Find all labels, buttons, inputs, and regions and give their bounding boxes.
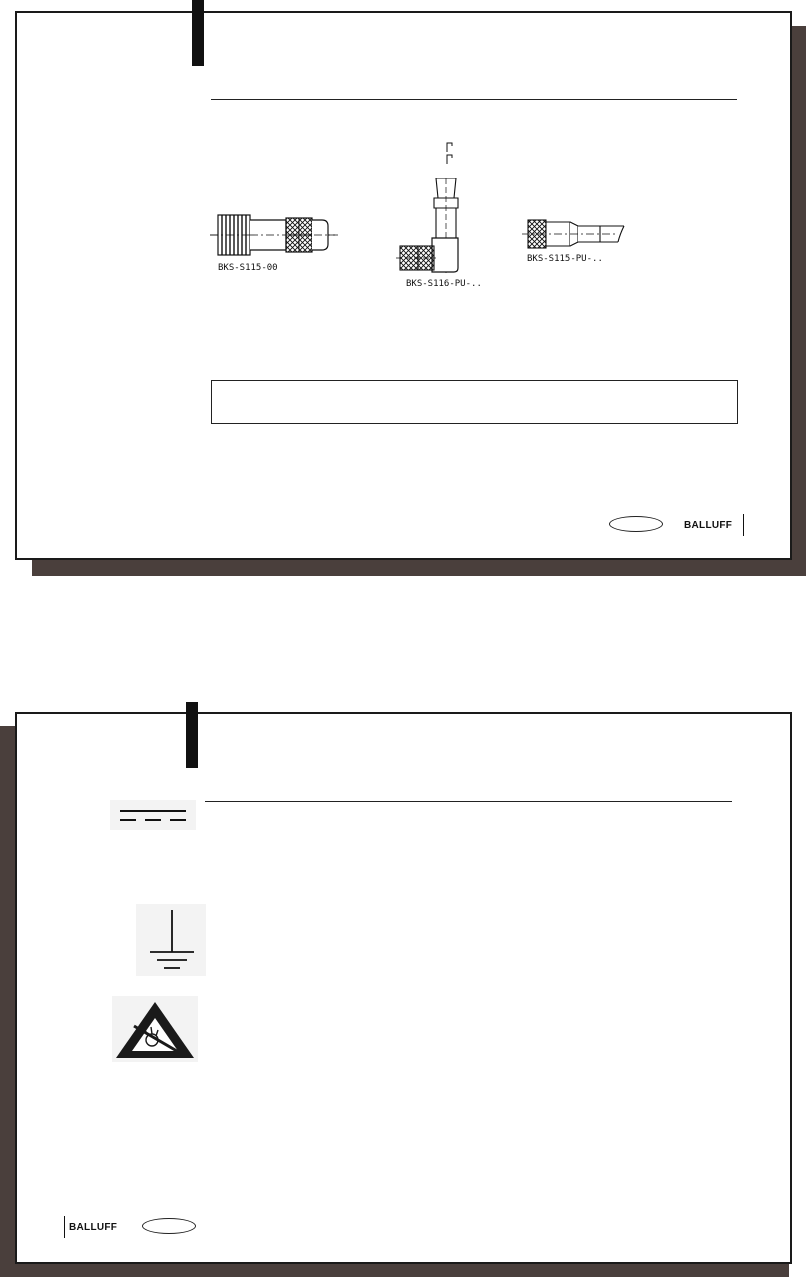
page1-section-tab <box>192 0 204 66</box>
language-oval <box>609 516 663 532</box>
cable-connector-icon <box>522 214 630 254</box>
connector-label: BKS-S115-PU-.. <box>527 254 603 264</box>
brand-logo: BALLUFF <box>69 1222 118 1233</box>
page2 <box>15 712 792 1264</box>
logo-divider <box>64 1216 65 1238</box>
language-oval <box>142 1218 196 1234</box>
logo-divider <box>743 514 744 536</box>
page2-header-rule <box>205 801 732 802</box>
connector-label: BKS-S115-00 <box>218 263 278 273</box>
ground-icon <box>136 904 206 976</box>
page2-section-tab <box>186 702 198 768</box>
page1-header-rule <box>211 99 737 100</box>
connector-label: BKS-S116-PU-.. <box>406 279 482 289</box>
esd-warning-icon <box>112 996 198 1062</box>
angled-connector-icon <box>396 178 466 278</box>
brand-logo: BALLUFF <box>684 520 733 531</box>
page1-info-box <box>211 380 738 424</box>
cable-end-marks-icon <box>444 140 456 166</box>
page1 <box>15 11 792 560</box>
dc-voltage-icon <box>110 800 196 830</box>
straight-connector-icon <box>210 210 340 260</box>
